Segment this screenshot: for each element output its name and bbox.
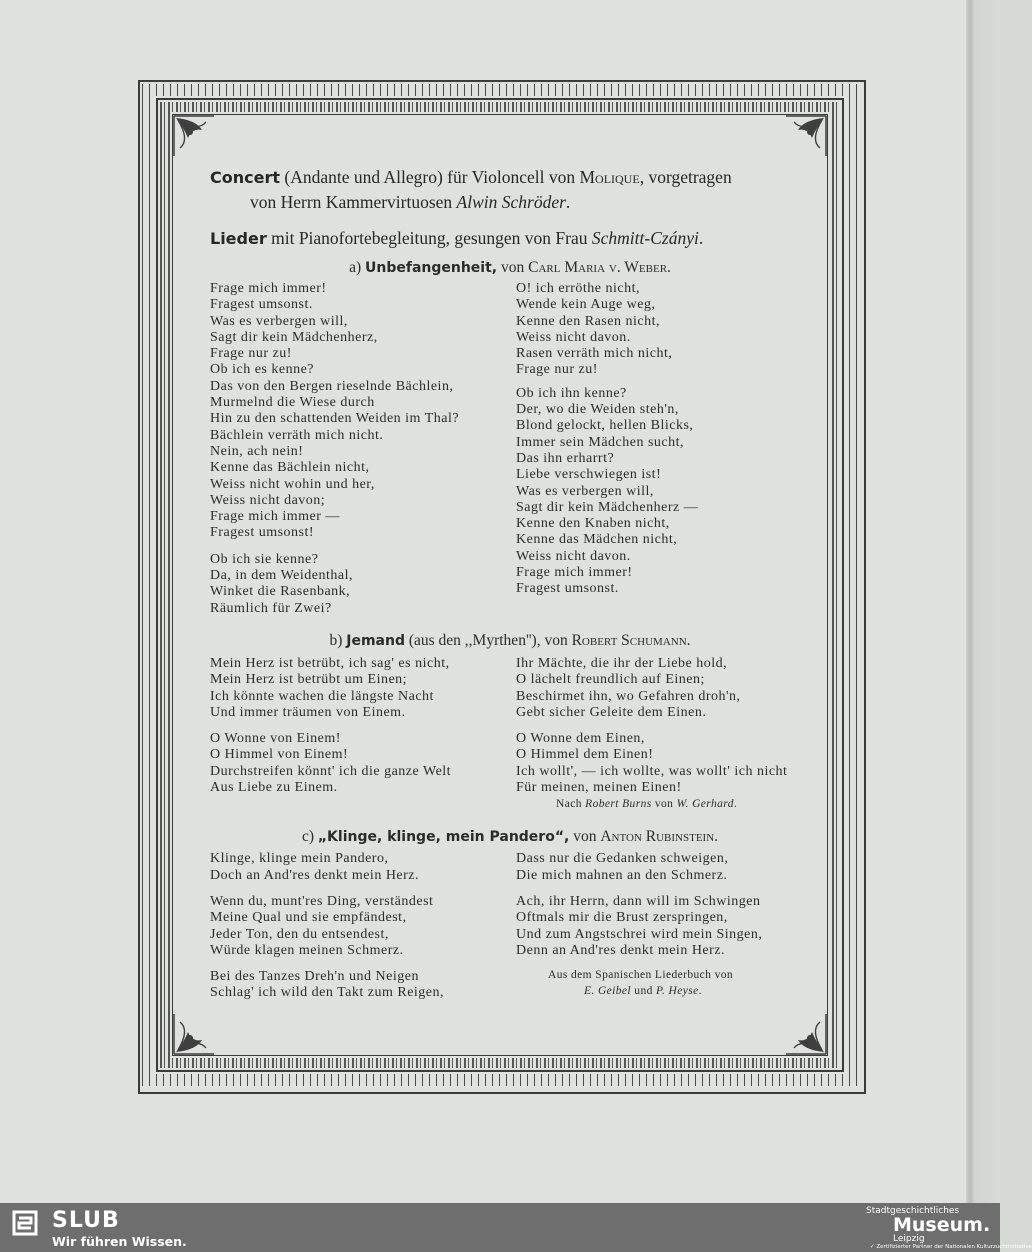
song-a-text bbox=[210, 281, 810, 617]
verse-line: Winket die Rasenbank, bbox=[210, 584, 351, 600]
verse-line: Bächlein verräth mich nicht. bbox=[210, 427, 384, 443]
stanza bbox=[516, 656, 810, 721]
verse-line: Ob ich sie kenne? bbox=[210, 551, 319, 567]
verse-line: Frage mich immer — bbox=[210, 509, 340, 525]
verse-line: Weiss nicht wohin und her, bbox=[210, 476, 375, 492]
verse-line: Aus Liebe zu Einem. bbox=[210, 780, 338, 796]
stanza bbox=[210, 656, 516, 721]
verse-line: Frage mich immer! bbox=[210, 281, 327, 296]
stanza bbox=[516, 386, 810, 598]
verse-line: Weiss nicht davon; bbox=[210, 492, 326, 508]
song-b-left-column bbox=[210, 656, 516, 812]
stanza bbox=[210, 894, 516, 959]
verse-line: Die mich mahnen an den Schmerz. bbox=[516, 867, 728, 883]
verse-line: Was es verbergen will, bbox=[210, 313, 348, 329]
verse-line: Ob ich es kenne? bbox=[210, 362, 315, 378]
song-a-title: a) Unbefangenheit, von Carl Maria v. Weber. bbox=[349, 259, 671, 276]
verse-line: Ob ich ihn kenne? bbox=[516, 385, 627, 401]
verse-line: Liebe verschwiegen ist! bbox=[516, 467, 662, 483]
verse-line: O! ich erröthe nicht, bbox=[516, 281, 641, 296]
verse-line: Schlag' ich wild den Takt zum Reigen, bbox=[210, 985, 445, 1001]
verse-line: Meine Qual und sie empfändest, bbox=[210, 910, 407, 926]
verse-line: Murmelnd die Wiese durch bbox=[210, 395, 375, 411]
verse-line: Oftmals mir die Brust zerspringen, bbox=[516, 910, 728, 926]
lieder-heading: Lieder mit Pianofortebegleitung, gesungen von Frau Schmitt-Czányi. bbox=[210, 228, 704, 248]
footer-bar bbox=[0, 1203, 1032, 1252]
verse-line: Und immer träumen von Einem. bbox=[210, 704, 406, 720]
museum-cert-text: ✓ Zertifizierter Partner der Nationalen Kulturzuchtinitiative bbox=[870, 1244, 1032, 1250]
verse-line: Frage nur zu! bbox=[516, 362, 598, 378]
verse-line: Sagt dir kein Mädchenherz, bbox=[210, 329, 378, 345]
verse-line: Mein Herz ist betrübt, ich sag' es nicht, bbox=[210, 655, 450, 671]
verse-line: Bei des Tanzes Dreh'n und Neigen bbox=[210, 969, 419, 985]
song-c-right-column bbox=[516, 851, 810, 1001]
verse-line: Ich könnte wachen die längste Nacht bbox=[210, 688, 434, 704]
museum-name[interactable]: Museum. bbox=[893, 1214, 991, 1236]
stanza bbox=[210, 281, 516, 542]
verse-line: Hin zu den schattenden Weiden im Thal? bbox=[210, 411, 460, 427]
verse-line: Wenn du, munt'res Ding, verständest bbox=[210, 893, 434, 909]
verse-line: Kenne den Knaben nicht, bbox=[516, 516, 670, 532]
verse-line: O lächelt freundlich auf Einen; bbox=[516, 672, 705, 688]
verse-line: Das ihn erharrt? bbox=[516, 450, 615, 466]
verse-line: O Wonne von Einem! bbox=[210, 731, 341, 747]
stanza bbox=[210, 731, 516, 796]
verse-line: Für meinen, meinen Einen! bbox=[516, 780, 682, 796]
corner-ornament-icon bbox=[172, 1012, 216, 1056]
verse-line: Das von den Bergen rieselnde Bächlein, bbox=[210, 378, 454, 394]
verse-line: O Himmel von Einem! bbox=[210, 747, 349, 763]
corner-ornament-icon bbox=[172, 114, 216, 158]
verse-line: Dass nur die Gedanken schweigen, bbox=[516, 851, 729, 867]
slub-name[interactable]: SLUB bbox=[52, 1208, 120, 1233]
verse-line: Ihr Mächte, die ihr der Liebe hold, bbox=[516, 655, 728, 671]
verse-line: Rasen verräth mich nicht, bbox=[516, 346, 673, 362]
verse-line: Was es verbergen will, bbox=[516, 483, 654, 499]
verse-line: Fragest umsonst! bbox=[210, 525, 315, 541]
song-c-left-column bbox=[210, 851, 516, 1001]
verse-line: Frage mich immer! bbox=[516, 565, 633, 581]
verse-line: Und zum Angstschrei wird mein Singen, bbox=[516, 926, 763, 942]
stanza bbox=[210, 969, 516, 1002]
verse-line: Doch an And'res denkt mein Herz. bbox=[210, 867, 420, 883]
song-b-text bbox=[210, 656, 810, 812]
stanza bbox=[516, 731, 810, 796]
verse-line: Nein, ach nein! bbox=[210, 443, 304, 459]
song-b-title: b) Jemand (aus den ,,Myrthen''), von Robert Schumann. bbox=[329, 631, 691, 649]
verse-line: Weiss nicht davon. bbox=[516, 329, 631, 345]
song-a-right-column bbox=[516, 281, 810, 617]
verse-line: Blond gelockt, hellen Blicks, bbox=[516, 418, 694, 434]
verse-line: Jeder Ton, den du entsendest, bbox=[210, 926, 389, 942]
song-b-credit: Nach Robert Burns von W. Gerhard. bbox=[556, 798, 738, 811]
verse-line: Denn an And'res denkt mein Herz. bbox=[516, 942, 726, 958]
stanza bbox=[516, 851, 810, 884]
verse-line: Da, in dem Weidenthal, bbox=[210, 568, 353, 584]
verse-line: Frage nur zu! bbox=[210, 346, 292, 362]
verse-line: Fragest umsonst. bbox=[210, 297, 313, 313]
verse-line: Kenne das Bächlein nicht, bbox=[210, 460, 370, 476]
song-c-text bbox=[210, 851, 810, 1001]
corner-ornament-icon bbox=[784, 114, 828, 158]
verse-line: O Himmel dem Einen! bbox=[516, 747, 654, 763]
verse-line: Klinge, klinge mein Pandero, bbox=[210, 851, 389, 867]
verse-line: Räumlich für Zwei? bbox=[210, 600, 332, 616]
verse-line: Ich wollt', — ich wollte, was wollt' ich nicht bbox=[516, 763, 788, 779]
program-content bbox=[210, 165, 810, 1002]
verse-line: Würde klagen meinen Schmerz. bbox=[210, 942, 404, 958]
verse-line: Mein Herz ist betrübt um Einen; bbox=[210, 672, 408, 688]
stanza bbox=[210, 851, 516, 884]
concert-heading: Concert (Andante und Allegro) für Violoncell von Molique, vorgetragen von Herrn Kammervirtuosen Alwin Schröder. bbox=[210, 167, 732, 212]
verse-line: Der, wo die Weiden steh'n, bbox=[516, 402, 679, 418]
verse-line: Beschirmet ihn, wo Gefahren droh'n, bbox=[516, 688, 741, 704]
stanza bbox=[516, 281, 810, 379]
verse-line: Fragest umsonst. bbox=[516, 581, 619, 597]
verse-line: Sagt dir kein Mädchenherz — bbox=[516, 499, 699, 515]
song-c-title: c) „Klinge, klinge, mein Pandero“, von Anton Rubinstein. bbox=[301, 828, 719, 846]
song-a-left-column bbox=[210, 281, 516, 617]
verse-line: Gebt sicher Geleite dem Einen. bbox=[516, 704, 707, 720]
verse-line: Ach, ihr Herrn, dann will im Schwingen bbox=[516, 893, 761, 909]
song-b-right-column bbox=[516, 656, 810, 812]
museum-top-text: Stadtgeschichtliches bbox=[866, 1206, 960, 1216]
museum-city: Leipzig bbox=[893, 1234, 925, 1244]
next-page-edge bbox=[966, 0, 1000, 1203]
slub-logo-icon[interactable] bbox=[12, 1210, 38, 1236]
verse-line: Wende kein Auge weg, bbox=[516, 297, 656, 313]
verse-line: Kenne das Mädchen nicht, bbox=[516, 532, 678, 548]
song-c-credit-line1: Aus dem Spanischen Liederbuch von bbox=[548, 969, 734, 982]
verse-line: Durchstreifen könnt' ich die ganze Welt bbox=[210, 763, 452, 779]
stanza bbox=[210, 552, 516, 617]
slub-tagline: Wir führen Wissen. bbox=[52, 1234, 187, 1249]
stanza bbox=[516, 894, 810, 959]
verse-line: Immer sein Mädchen sucht, bbox=[516, 434, 685, 450]
verse-line: Kenne den Rasen nicht, bbox=[516, 313, 660, 329]
corner-ornament-icon bbox=[784, 1012, 828, 1056]
verse-line: Weiss nicht davon. bbox=[516, 548, 631, 564]
song-c-credit-line2: E. Geibel und P. Heyse. bbox=[584, 985, 702, 998]
verse-line: O Wonne dem Einen, bbox=[516, 731, 645, 747]
